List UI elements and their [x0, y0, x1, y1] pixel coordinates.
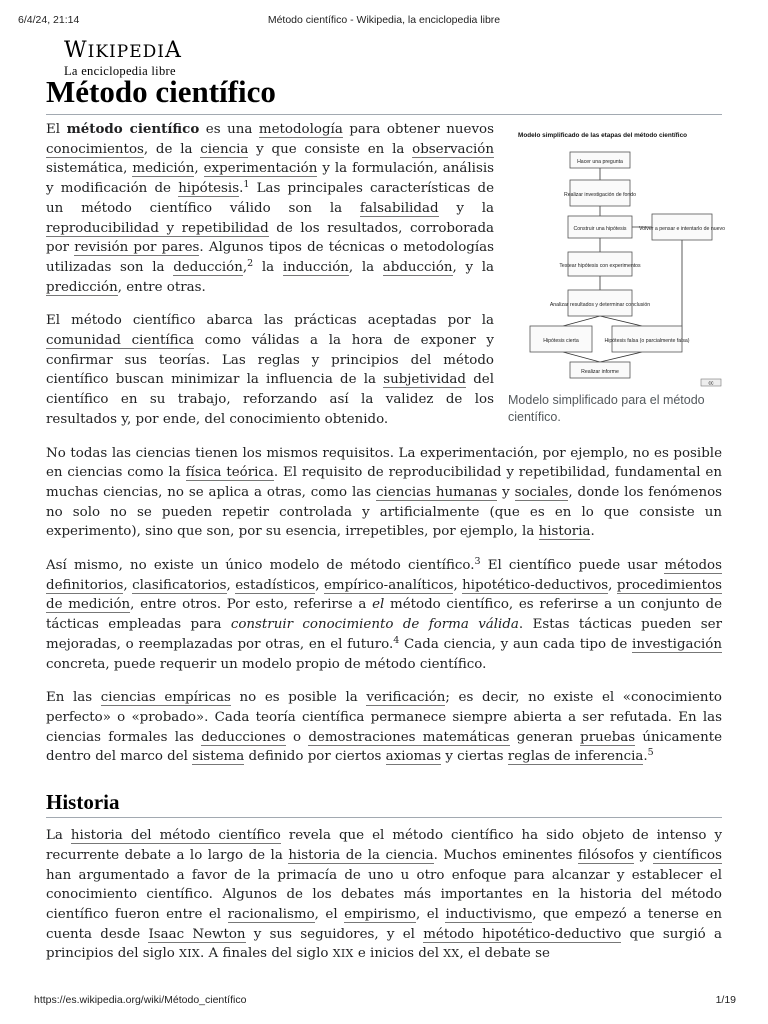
footnote-ref[interactable]: 3 [474, 556, 481, 568]
link-demostraciones-matematicas[interactable]: demostraciones matemáticas [308, 729, 510, 745]
footnote-ref[interactable]: 2 [247, 257, 254, 269]
link-metodologia[interactable]: metodología [258, 122, 343, 137]
link-ciencias-humanas[interactable]: ciencias humanas [375, 484, 498, 500]
article-content [46, 120, 725, 978]
link-comunidad-cientifica[interactable]: comunidad científica [46, 333, 195, 349]
paragraph-5: En las ciencias empíricas no es posible la verificación; es decir, no existe el «conocimiento perfecto» o «probado». Cada teoría científica permanece siempre abierta a ser refutada. En las ciencias formales las deducciones o demostraciones matemáticas generan pruebas únicamente dentro del marco del sistema definido por ciertos axiomas y ciertas reglas de inferencia.$^5$ [46, 690, 722, 765]
link-racionalismo[interactable]: racionalismo [227, 906, 315, 922]
link-revision-por-pares[interactable]: revisión por pares [74, 240, 200, 256]
link-hipotesis[interactable]: hipótesis [178, 181, 240, 197]
link-abduccion[interactable]: abducción [382, 259, 453, 275]
flowchart-diagram[interactable] [508, 126, 726, 388]
page-title: Método científico [46, 74, 276, 109]
link-investigacion[interactable]: investigación [632, 636, 722, 652]
svg-text:Realizar informe: Realizar informe [581, 369, 619, 375]
diagram-title: Modelo simplificado de las etapas del método científico [518, 132, 688, 139]
link-sistema[interactable]: sistema [192, 749, 245, 765]
paragraph-intro: El método científico es una metodología para obtener nuevos conocimientos, de la ciencia y que consiste en la observación sistemática, medición, experimentación y la formulación, análisis y modificación de hipótesis.$^1$ Las principales características de un método científico válido son la falsabilidad y la reproducibilidad y repetibilidad de los resultados, corroborada por revisión por pares. Algunos tipos de técnicas o metodologías utilizadas son la deducción,$^2$ la inducción, la abducción, y la predicción, entre otras. [46, 121, 495, 295]
link-sociales[interactable]: sociales [514, 484, 569, 500]
link-reproducibilidad[interactable]: reproducibilidad y repetibilidad [46, 220, 269, 236]
link-deducciones[interactable]: deducciones [201, 729, 286, 745]
link-estadisticos[interactable]: estadísticos [235, 577, 316, 593]
link-observacion[interactable]: observación [412, 141, 494, 157]
link-inductivismo[interactable]: inductivismo [445, 906, 533, 922]
title-divider [46, 114, 722, 115]
link-empirico-analiticos[interactable]: empírico-analíticos [323, 577, 454, 593]
svg-text:Hipótesis cierta: Hipótesis cierta [543, 338, 579, 344]
link-historia-del-metodo-cientifico[interactable]: historia del método científico [70, 828, 281, 844]
link-deduccion[interactable]: deducción [173, 259, 243, 275]
link-verificacion[interactable]: verificación [366, 690, 446, 706]
figure-caption: Modelo simplificado para el método científico. [508, 393, 705, 424]
link-historia[interactable]: historia [538, 524, 591, 540]
link-metodo-hipotetico-deductivo[interactable]: método hipotético-deductivo [423, 926, 622, 942]
print-header [0, 14, 768, 28]
print-date: 6/4/24, 21:14 [18, 14, 80, 26]
figure-thumbnail[interactable] [508, 126, 726, 426]
section-heading-historia: Historia [46, 789, 722, 818]
wikipedia-tagline: La enciclopedia libre [64, 64, 176, 78]
link-conocimientos[interactable]: conocimientos [46, 141, 144, 157]
link-filosofos[interactable]: filósofos [577, 847, 635, 863]
page-number: 1/19 [715, 994, 736, 1006]
svg-text:Realizar investigación de fond: Realizar investigación de fondo [563, 192, 637, 198]
footnote-ref[interactable]: 1 [243, 179, 250, 191]
link-medicion[interactable]: medición [132, 161, 195, 177]
svg-text:Hacer una pregunta: Hacer una pregunta [577, 159, 623, 165]
paragraph-2: El método científico abarca las prácticas aceptadas por la comunidad científica como válidas a la hora de exponer y confirmar sus teorías. Las reglas y principios del método científico buscan minimizar la influencia de la subjetividad del científico en su trabajo, reforzando así la validez de los resultados y, por ende, del conocimiento obtenido. [46, 313, 494, 427]
link-cientificos[interactable]: científicos [652, 847, 722, 863]
link-falsabilidad[interactable]: falsabilidad [359, 200, 439, 216]
svg-text:Testear hipótesis con experime: Testear hipótesis con experimentos [559, 263, 641, 269]
link-induccion[interactable]: inducción [282, 259, 349, 275]
link-axiomas[interactable]: axiomas [385, 749, 442, 765]
paragraph-3: No todas las ciencias tienen los mismos requisitos. La experimentación, por ejemplo, no es posible en ciencias como la física teórica. El requisito de reproducibilidad y repetibilidad, fundamental en muchas ciencias, no se aplica a otras, como las ciencias humanas y sociales, donde los fenómenos no solo no se pueden repetir controlada y artificialmente (que es en lo que consiste un experimento), sino que son, por su esencia, irrepetibles, por ejemplo, la historia. [46, 445, 723, 540]
footnote-ref[interactable]: 5 [647, 747, 654, 759]
license-text: cc [708, 380, 714, 387]
print-page-title: Método científico - Wikipedia, la enciclopedia libre [267, 14, 501, 26]
link-empirismo[interactable]: empirismo [344, 906, 416, 922]
wikipedia-wordmark: WIKIPEDIA [64, 38, 182, 63]
link-historia-de-la-ciencia[interactable]: historia de la ciencia [288, 847, 434, 863]
print-url: https://es.wikipedia.org/wiki/Método_científico [34, 994, 247, 1006]
link-isaac-newton[interactable]: Isaac Newton [148, 926, 246, 942]
link-subjetividad[interactable]: subjetividad [383, 372, 466, 388]
link-experimentacion[interactable]: experimentación [203, 161, 318, 177]
svg-text:Volver a pensar e intentarlo d: Volver a pensar e intentarlo de nuevo [639, 226, 725, 232]
link-clasificatorios[interactable]: clasificatorios [132, 577, 227, 593]
paragraph-historia: La historia del método científico revela que el método científico ha sido objeto de intenso y recurrente debate a lo largo de la historia de la ciencia. Muchos eminentes filósofos y científicos han argumentado a favor de la primacía de uno u otro enfoque para alcanzar y establecer el conocimiento científico. Algunos de los debates más importantes en la historia del método científico fueron entre el racionalismo, el empirismo, el inductivismo, que empezó a tenerse en cuenta desde Isaac Newton y sus seguidores, y el método hipotético-deductivo que surgió a principios del siglo XIX. A finales del siglo XIX e inicios del XX, el debate se [46, 828, 723, 962]
link-fisica-teorica[interactable]: física teórica [185, 465, 274, 481]
footnote-ref[interactable]: 4 [393, 634, 400, 646]
link-ciencia[interactable]: ciencia [200, 141, 249, 157]
link-metodos-definitorios[interactable]: métodos definitorios [46, 558, 722, 593]
link-ciencias-empiricas[interactable]: ciencias empíricas [100, 690, 231, 706]
paragraph-4: Así mismo, no existe un único modelo de método científico.$^3$ El científico puede usar métodos definitorios, clasificatorios, estadísticos, empírico-analíticos, hipotético-deductivos, procedimientos de medición, entre otros. Por esto, referirse a el método científico, es referirse a un conjunto de tácticas empleadas para construir conocimiento de forma válida. Estas tácticas pueden ser mejoradas, o reemplazadas por otras, en el futuro.$^4$ Cada ciencia, y aun cada tipo de investigación concreta, puede requerir un modelo propio de método científico. [46, 556, 723, 672]
print-footer [0, 994, 768, 1008]
link-procedimientos-de-medicion[interactable]: procedimientos de medición [46, 577, 723, 613]
link-reglas-de-inferencia[interactable]: reglas de inferencia [507, 749, 644, 765]
link-prediccion[interactable]: predicción [46, 279, 118, 295]
svg-text:Hipótesis falsa (o parcialment: Hipótesis falsa (o parcialmente falsa) [604, 338, 690, 344]
svg-text:Analizar resultados y determin: Analizar resultados y determinar conclusión [549, 302, 651, 308]
link-hipotetico-deductivos[interactable]: hipotético-deductivos [462, 577, 609, 593]
link-pruebas[interactable]: pruebas [580, 729, 636, 745]
svg-text:Construir una hipótesis: Construir una hipótesis [573, 226, 627, 232]
